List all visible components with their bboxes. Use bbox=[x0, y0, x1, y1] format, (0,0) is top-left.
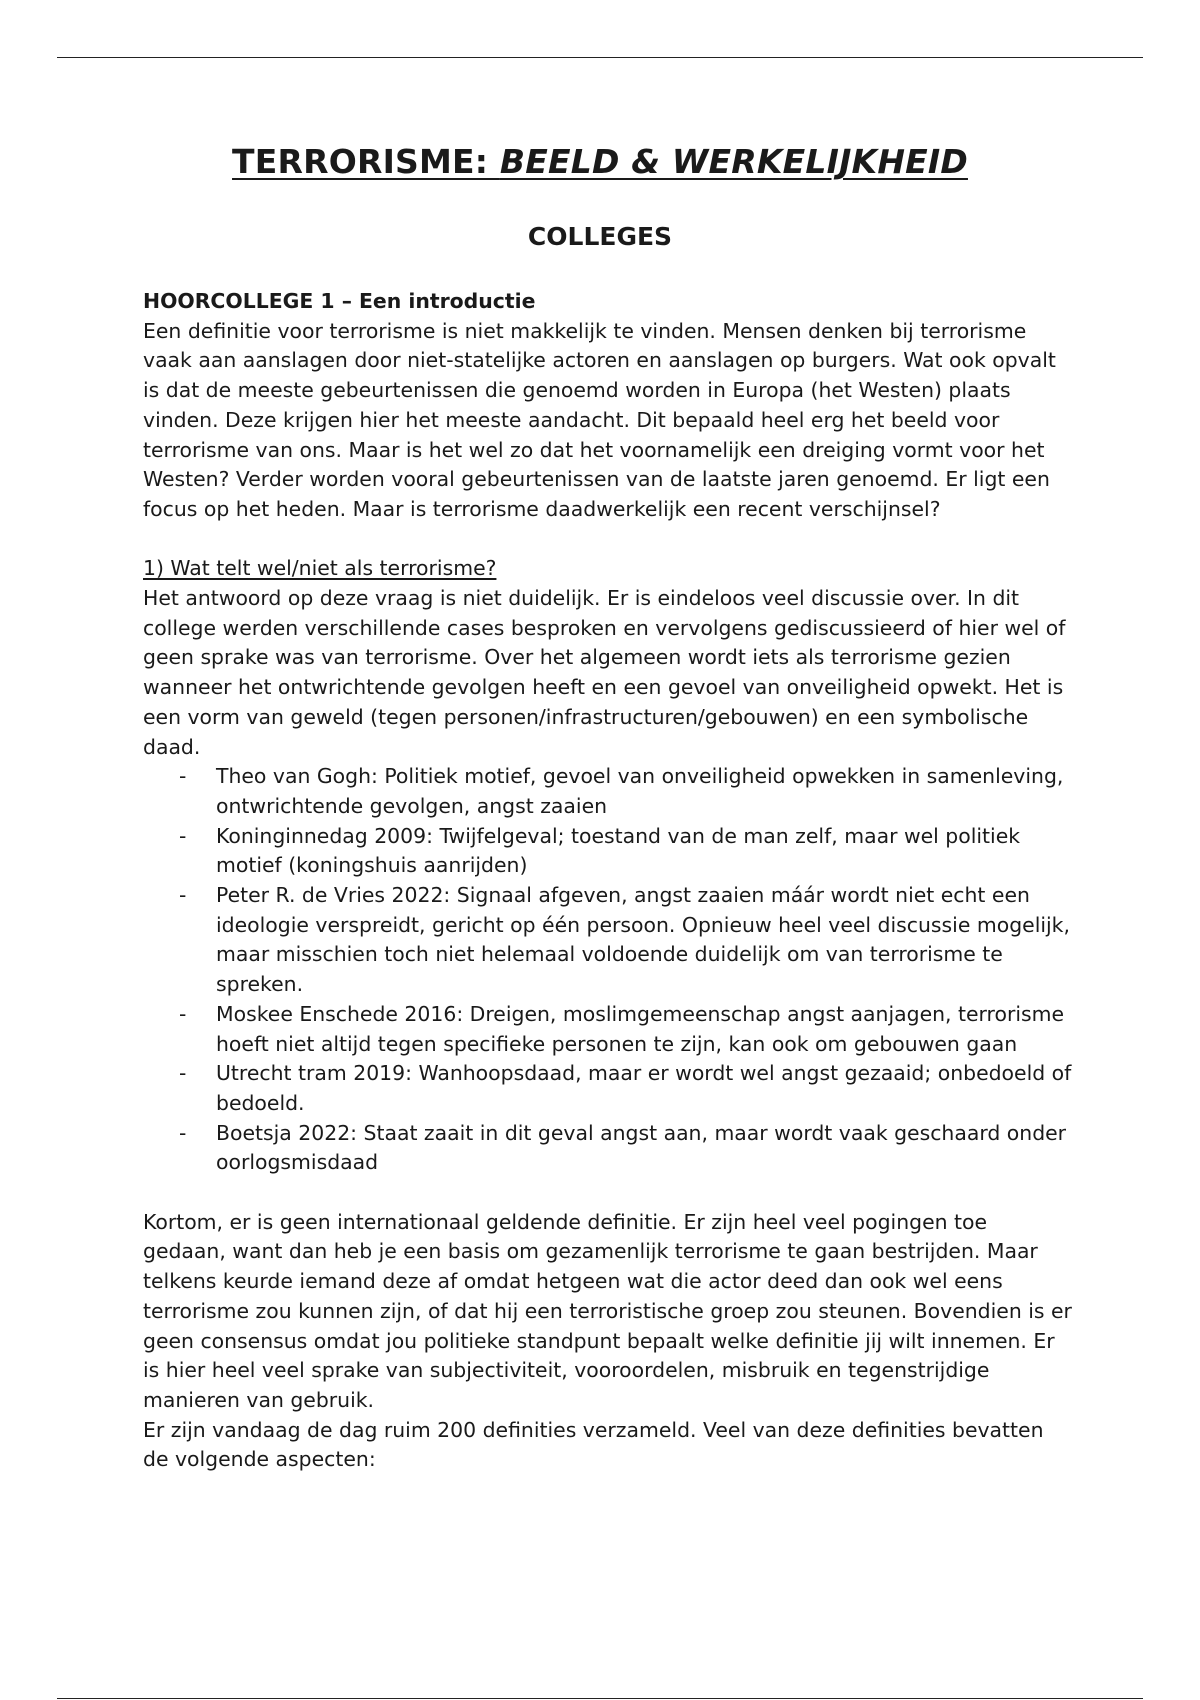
title-italic: BEELD & WERKELIJKHEID bbox=[499, 142, 968, 181]
spacer bbox=[143, 1178, 1073, 1208]
document-body bbox=[143, 287, 1073, 1475]
document-title-underlined bbox=[232, 142, 968, 181]
final-paragraph: Er zijn vandaag de dag ruim 200 definities verzameld. Veel van deze definities bevatten de volgende aspecten: bbox=[143, 1417, 1044, 1472]
list-item: - Koninginnedag 2009: Twijfelgeval; toestand van de man zelf, maar wel politiek motief (koningshuis aanrijden) bbox=[216, 822, 1073, 881]
cases-list bbox=[143, 762, 1073, 1178]
bottom-rule bbox=[57, 1698, 1143, 1699]
spacer bbox=[143, 525, 1073, 555]
intro-paragraph: Een definitie voor terrorisme is niet makkelijk te vinden. Mensen denken bij terrorisme vaak aan aanslagen door niet-statelijke actoren en aanslagen op burgers. Wat ook opvalt is dat de meeste gebeurtenissen die genoemd worden in Europa (het Westen) plaats vinden. Deze krijgen hier het meeste aandacht. Dit bepaald heel erg het beeld voor terrorisme van ons. Maar is het wel zo dat het voornamelijk een dreiging vormt voor het Westen? Verder worden vooral gebeurtenissen van de laatste jaren genoemd. Er ligt een focus op het heden. Maar is terrorisme daadwerkelijk een recent verschijnsel? bbox=[143, 318, 1056, 521]
top-rule bbox=[57, 57, 1143, 58]
conclusion-paragraph: Kortom, er is geen internationaal geldende definitie. Er zijn heel veel pogingen toe gedaan, want dan heb je een basis om gezamenlijk terrorisme te gaan bestrijden. Maar telkens keurde iemand deze af omdat hetgeen wat die actor deed dan ook wel eens terrorisme zou kunnen zijn, of dat hij een terroristische groep zou steunen. Bovendien is er geen consensus omdat jou politieke standpunt bepaalt welke definitie jij wilt innemen. Er is hier heel veel sprake van subjectiviteit, vooroordelen, misbruik en tegenstrijdige manieren van gebruik. bbox=[143, 1209, 1072, 1412]
list-item: - Peter R. de Vries 2022: Signaal afgeven, angst zaaien máár wordt niet echt een ideologie verspreidt, gericht op één persoon. Opnieuw heel veel discussie mogelijk, maar misschien toch niet helemaal voldoende duidelijk om van terrorisme te spreken. bbox=[216, 881, 1073, 1000]
list-item: - Moskee Enschede 2016: Dreigen, moslimgemeenschap angst aanjagen, terrorisme hoeft niet altijd tegen specifieke personen te zijn, kan ook om gebouwen gaan bbox=[216, 1000, 1073, 1059]
list-item: - Theo van Gogh: Politiek motief, gevoel van onveiligheid opwekken in samenleving, ontwrichtende gevolgen, angst zaaien bbox=[216, 762, 1073, 821]
question-heading: 1) Wat telt wel/niet als terrorisme? bbox=[143, 556, 497, 581]
list-item: - Boetsja 2022: Staat zaait in dit geval angst aan, maar wordt vaak geschaard onder oorlogsmisdaad bbox=[216, 1119, 1073, 1178]
question-paragraph: Het antwoord op deze vraag is niet duidelijk. Er is eindeloos veel discussie over. In dit college werden verschillende cases besproken en vervolgens gediscussieerd of hier wel of geen sprake was van terrorisme. Over het algemeen wordt iets als terrorisme gezien wanneer het ontwrichtende gevolgen heeft en een gevoel van onveiligheid opwekt. Het is een vorm van geweld (tegen personen/infrastructuren/gebouwen) en een symbolische daad. bbox=[143, 586, 1066, 759]
document-subtitle: COLLEGES bbox=[527, 222, 673, 251]
title-prefix: TERRORISME: bbox=[232, 142, 500, 181]
document-title bbox=[0, 142, 1200, 182]
section-heading: HOORCOLLEGE 1 – Een introductie bbox=[143, 289, 536, 313]
list-item: - Utrecht tram 2019: Wanhoopsdaad, maar er wordt wel angst gezaaid; onbedoeld of bedoeld. bbox=[216, 1059, 1073, 1118]
